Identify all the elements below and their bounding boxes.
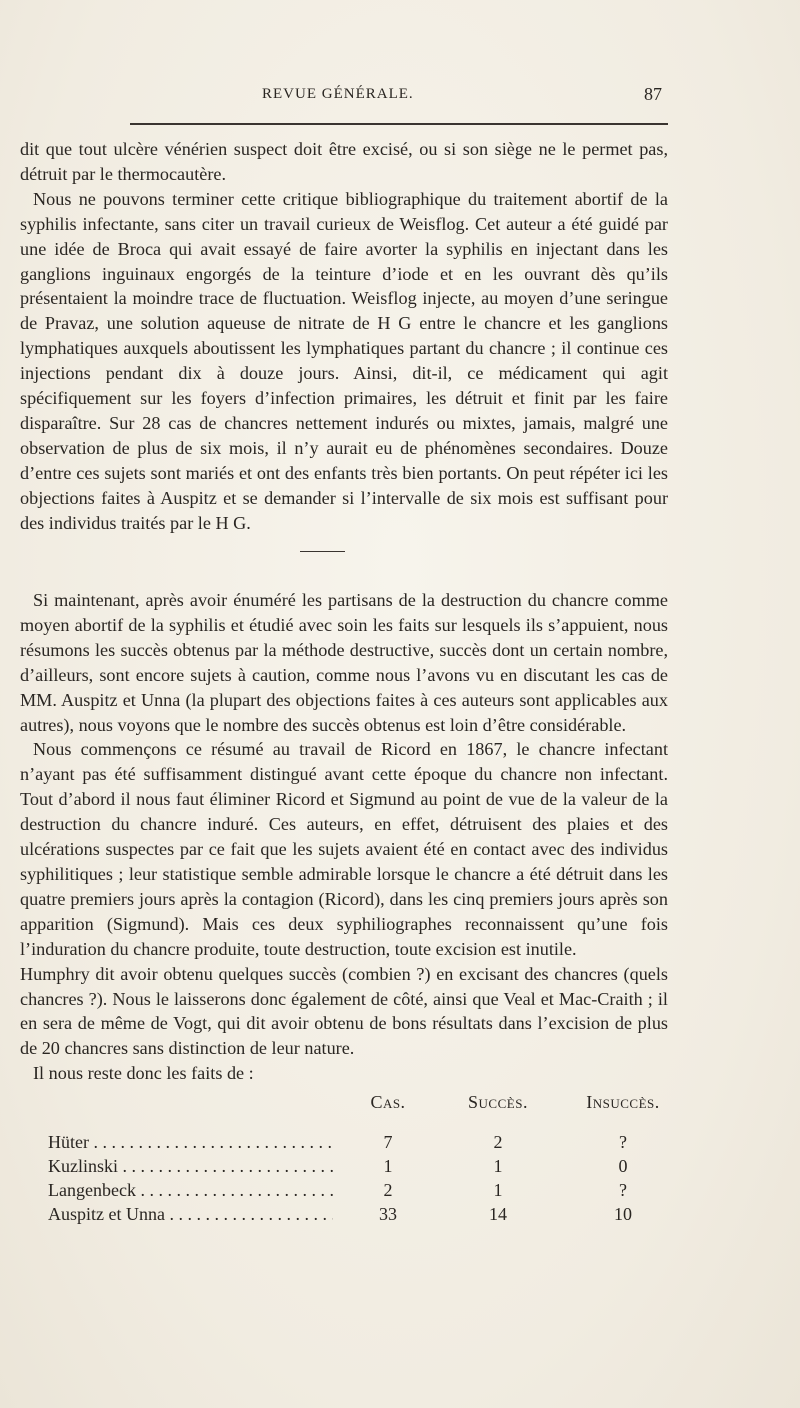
- row-insucces: ?: [619, 1132, 627, 1152]
- paragraph: Humphry dit avoir obtenu quelques succès (combien ?) en excisant des chancres (quels chancres ?). Nous le laisserons donc également de côté, ainsi que Veal et Mac-Craith ; il en sera de même de Vogt, qui dit avoir obtenu de bons résultats dans l’excision de plus de 20 chancres sans distinction de leur nature.: [20, 963, 668, 1059]
- row-cas: 7: [383, 1132, 393, 1152]
- row-name: Kuzlinski . . .: [48, 1154, 333, 1178]
- row-cas: 1: [383, 1156, 393, 1176]
- row-insucces: 0: [618, 1156, 628, 1176]
- paragraph: Il nous reste donc les faits de :: [33, 1063, 254, 1084]
- paragraph: dit que tout ulcère vénérien suspect doit être excisé, ou si son siège ne le permet pas, détruit par le thermocautère.: [20, 139, 668, 184]
- paragraph: Nous ne pouvons terminer cette critique bibliographique du traitement abortif de la syphilis infectante, sans citer un travail curieux de Weisflog. Cet auteur a été guidé par une idée de Broca qui avait essayé de faire avorter la syphilis en injectant dans les ganglions inguinaux engorgés de la teinture d’iode et en les ouvrant dès qu’ils présentaient la moindre trace de fluctuation. Weisflog injecte, au moyen d’une seringue de Pravaz, une solution aqueuse de nitrate de H G entre le chancre et les ganglions lymphatiques auxquels aboutissent les lymphatiques partant du chancre ; il continue ces injections pendant dix à douze jours. Ainsi, dit-il, ce médicament qui agit spécifiquement sur les foyers d’infection primaires, les détruit et finit par les faire disparaître. Sur 28 cas de chancres nettement indurés ou mixtes, jamais, malgré une observation de plus de six mois, il n’y aurait eu de phénomènes secondaires. Douze d’entre ces sujets sont mariés et ont des enfants très bien portants. On peut répéter ici les objections faites à Auspitz et se demander si l’intervalle de six mois est suffisant pour des individus traités par le H G.: [20, 188, 668, 533]
- paragraph: Nous commençons ce résumé au travail de Ricord en 1867, le chancre infectant n’ayant pas été suffisamment distingué avant cette époque du chancre non infectant. Tout d’abord il nous faut éliminer Ricord et Sigmund au point de vue de la valeur de la destruction du chancre induré. Ces auteurs, en effet, détruisent des plaies et des ulcérations suspectes par ce fait que les sujets avaient été en contact avec des individus syphilitiques ; leur statistique semble admirable lorsque le chancre a été détruit dans les quatre premiers jours après la contagion (Ricord), dans les cinq premiers jours après son apparition (Sigmund). Mais ces deux syphiliographes reconnaissent qu’une fois l’induration du chancre produite, toute destruction, toute excision est inutile.: [20, 739, 668, 959]
- table-row: [48, 1154, 688, 1178]
- row-insucces: 10: [614, 1204, 632, 1224]
- row-succes: 14: [489, 1204, 507, 1224]
- table-header-name: [48, 1090, 338, 1130]
- row-succes: 1: [493, 1180, 503, 1200]
- row-cas: 33: [379, 1204, 397, 1224]
- paragraph: Si maintenant, après avoir énuméré les partisans de la destruction du chancre comme moyen abortif de la syphilis et étudié avec soin les faits sur lesquels ils s’appuient, nous résumons les succès obtenus par la méthode destructive, succès dont un certain nombre, d’ailleurs, sont encore sujets à caution, comme nous l’avons vu en discutant les cas de MM. Auspitz et Unna (la plupart des objections faites à ces auteurs sont applicables aux autres), nous voyons que le nombre des succès obtenus est loin d’être considérable.: [20, 590, 668, 735]
- table-row: [48, 1130, 688, 1154]
- row-succes: 2: [493, 1132, 503, 1152]
- running-head: [0, 86, 800, 110]
- running-title: REVUE GÉNÉRALE.: [262, 86, 414, 102]
- table-header-insucces: Insuccès.: [586, 1092, 660, 1112]
- section-separator: [300, 551, 345, 552]
- row-succes: 1: [493, 1156, 503, 1176]
- row-name: Langenbeck . . .: [48, 1178, 333, 1202]
- table-header-cas: Cas.: [370, 1092, 406, 1112]
- row-name: Auspitz et Unna . . .: [48, 1202, 333, 1226]
- row-name: Hüter . . .: [48, 1130, 333, 1154]
- body-text-block-2: [20, 588, 668, 1086]
- page-number: 87: [644, 84, 662, 104]
- table-row: [48, 1202, 688, 1226]
- row-insucces: ?: [619, 1180, 627, 1200]
- table-header-row: [48, 1090, 688, 1130]
- row-cas: 2: [383, 1180, 393, 1200]
- table-header-succes: Succès.: [468, 1092, 528, 1112]
- body-text-block-1: [20, 137, 668, 536]
- header-rule: [130, 123, 668, 125]
- table-row: [48, 1178, 688, 1202]
- results-table: [48, 1090, 688, 1226]
